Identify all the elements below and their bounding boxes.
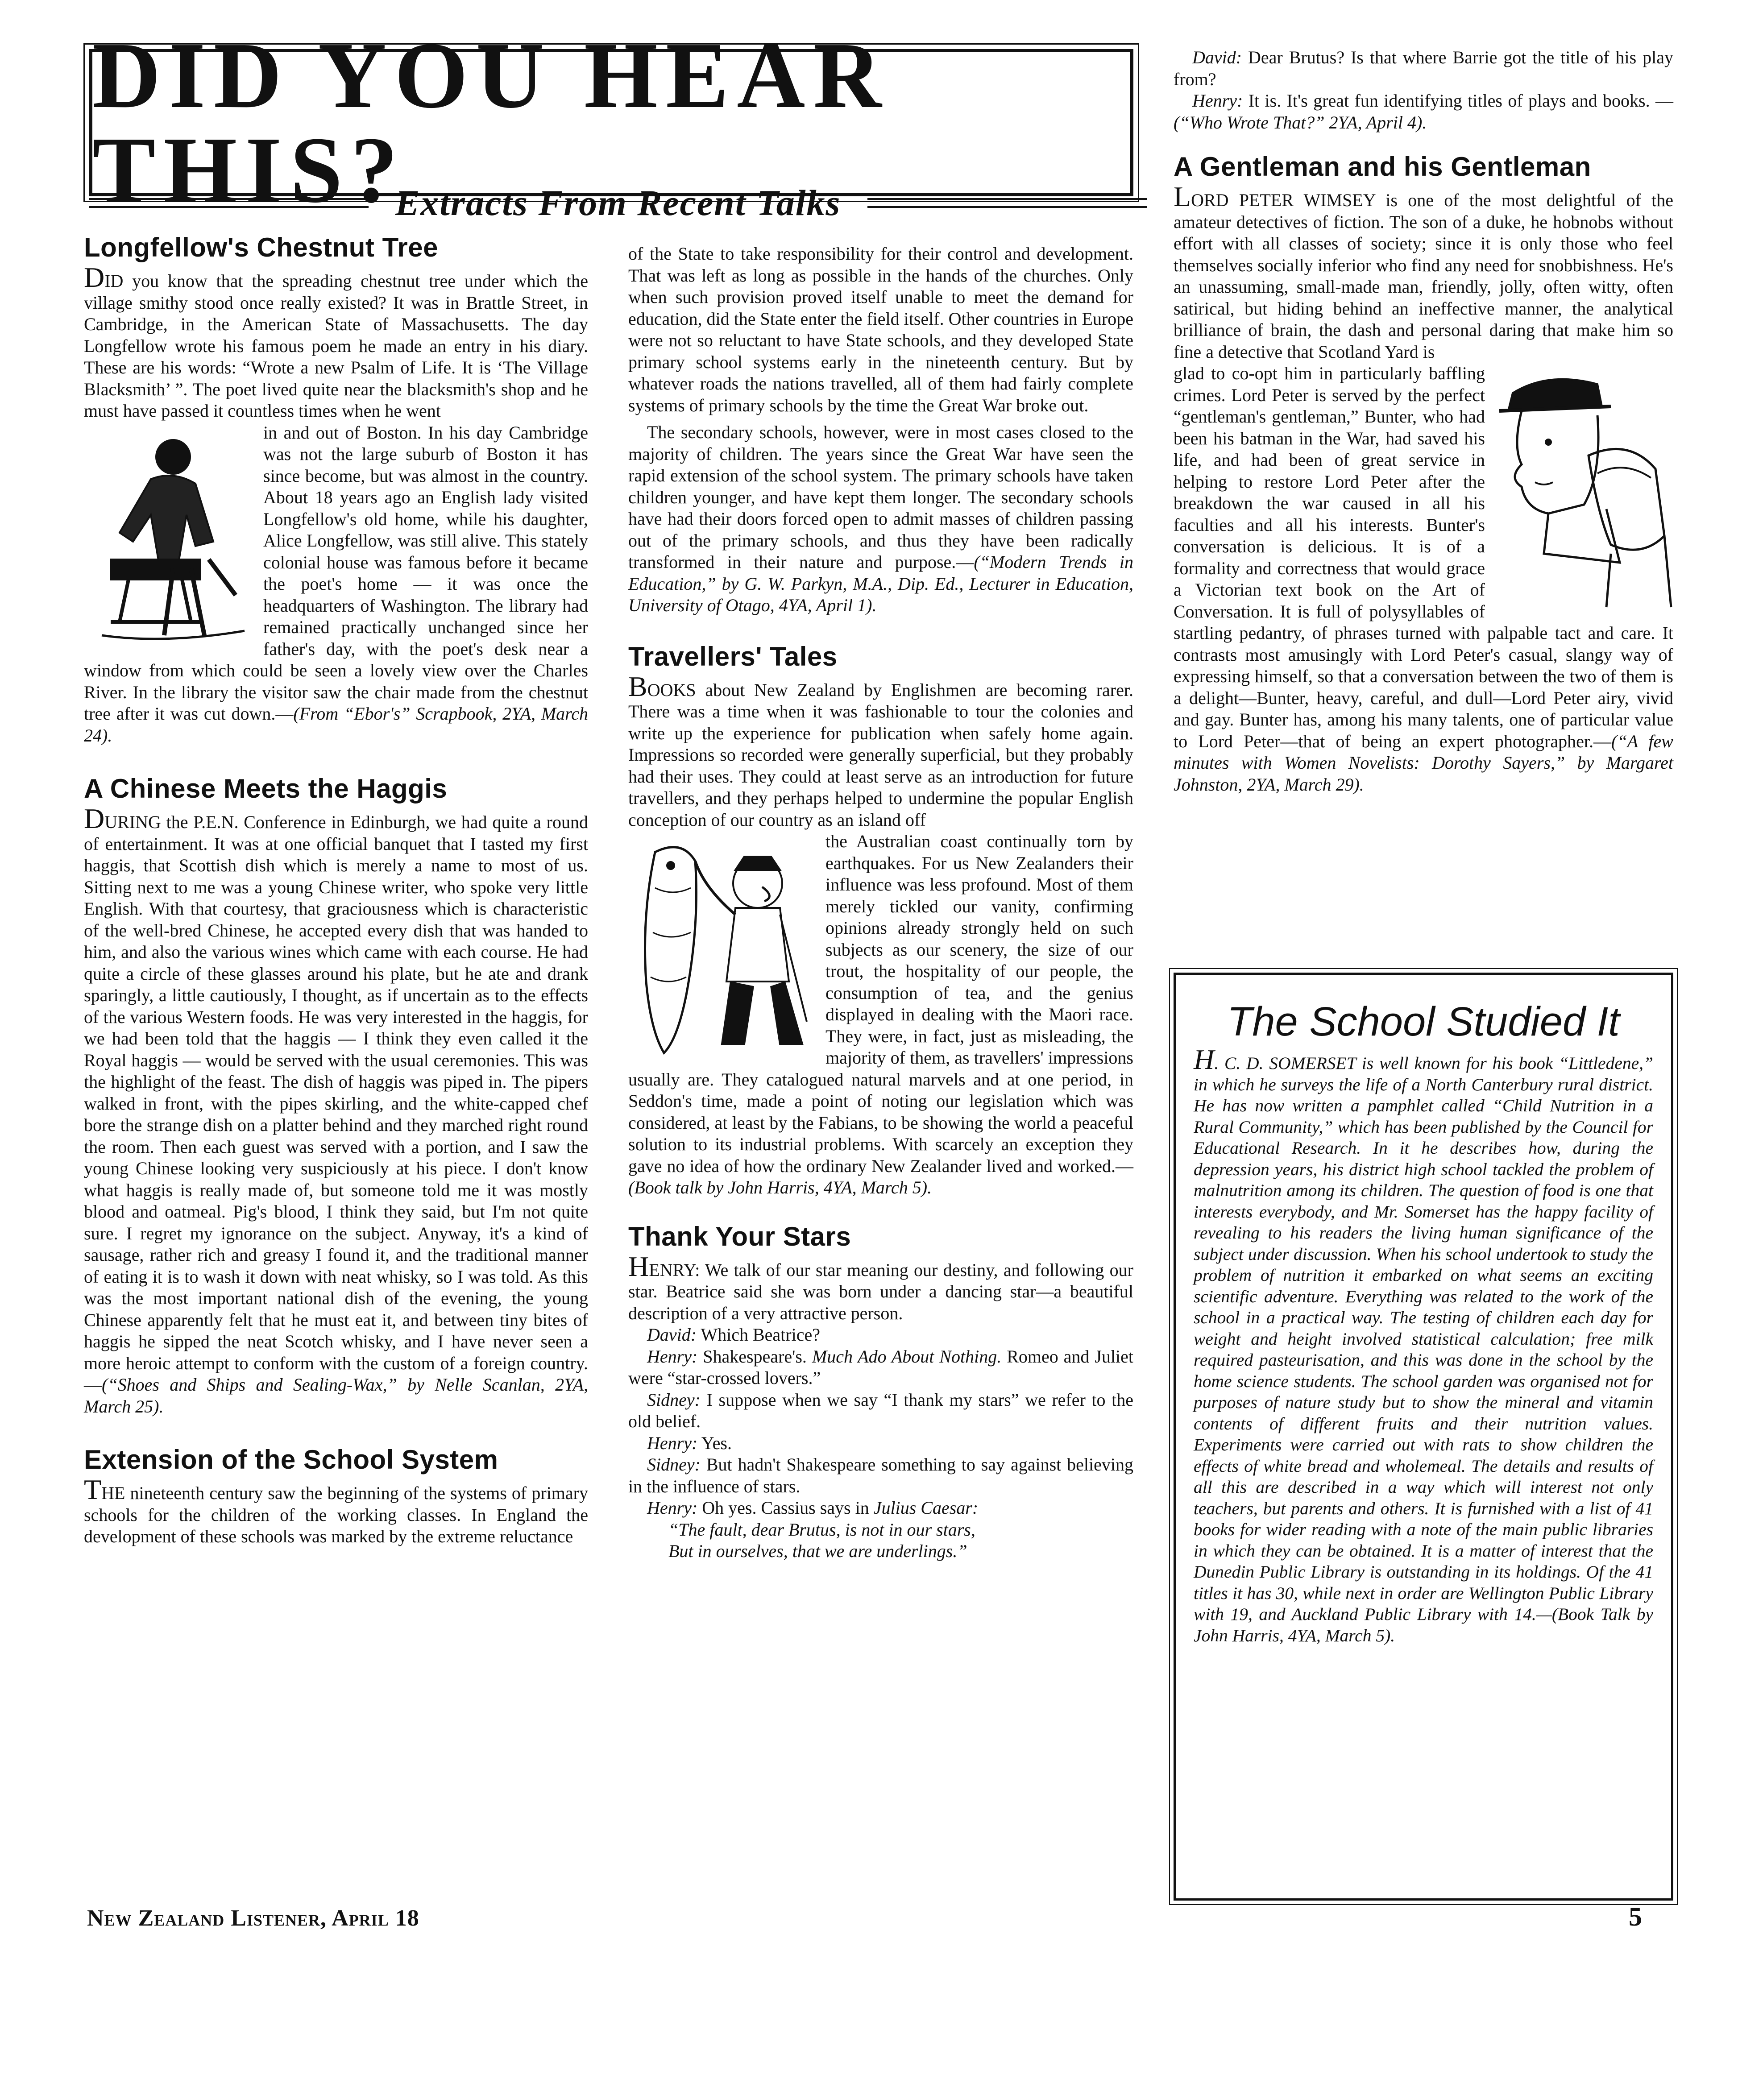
- dialogue-henry-1: Henry: Shakespeare's. Much Ado About Nothing. Romeo and Juliet were “star-crossed lovers.”: [628, 1346, 1134, 1388]
- dropcap: H: [628, 1250, 649, 1282]
- heading-haggis: A Chinese Meets the Haggis: [84, 774, 448, 804]
- article-gentleman-top: LORD PETER WIMSEY is one of the most delightful of the amateur detectives of fiction. The son of a duke, he hobnobs without effort with all classes of society; since it is only those who feel themselves socially inferior who find any need for snobbishness. He's an unassuming, small-made man, friendly, jolly, often witty, often satirical, but hiding behind an ineffective manner, the analytical brilliance of brain, the dash and personal daring that make him so fine a detective that Scotland Yard is: [1174, 181, 1673, 362]
- heading-travellers: Travellers' Tales: [628, 641, 838, 671]
- article-travellers-wrap: the Australian coast continually torn by earthquakes. For us New Zealanders their influence was less profound. Most of them merely tickled our vanity, confirming opinions already strongly held on such subjects as our scenery, the size of our trout, the hospitality of our people, the consumption of tea, and the genius displayed in dealing with the Maori race. They were, in fact, just as misleading, the majority of them, as travellers' impressions usually are. They catalogued natural marvels and at one period, in Seddon's time, made a point of noting our legislation which was considered, at least by the Fabians, to be showing the world a peaceful solution to its industrial problems. With scarcely an exception they gave no idea of how the ordinary New Zealander lived and worked.—(Book talk by John Harris, 4YA, March 5).: [628, 831, 1133, 1197]
- dialogue-henry-cont: Henry: It is. It's great fun identifying titles of plays and books. — (“Who Wrote That?” 2YA, April 4).: [1174, 91, 1673, 133]
- subtitle-rule-left: [89, 198, 369, 208]
- box-body: H. C. D. SOMERSET is well known for his book “Littledene,” in which he surveys the life of a North Canterbury rural district. He has now written a pamphlet called “Child Nutrition in a Rural Community,” which has been published by the Council for Educational Research. In it he describes how, during the depression years, his district high school tackled the problem of malnutrition among its children. The question of food is one that interests everybody, and Mr. Somerset has the happy facility of revealing to his readers the living human significance of the subject under discussion. When his school undertook to study the problem of nutrition it embarked on what seems an exciting scientific adventure. Everything was related to the work of the school in a practical way. The testing of children each day for weight and height involved statistical calculation; free milk required pasteurisation, and this was done in the school by the home science students. The school garden was organised not for purposes of nature study but to show the mineral and vitamin contents of different fruits and their nutrition values. Experiments were carried out with rats to show children the effects of white bread and wholemeal. The details and results of all this are described in a way which will interest not only teachers, but parents and others. It is furnished with a list of 41 books for wider reading with a note of the main public libraries in which they can be obtained. It is a matter of interest that the Dunedin Public Library is outstanding in its holdings. Of the 41 titles it has 30, while next in order are Wellington Public Library with 19, and Auckland Public Library with 14.—(Book Talk by John Harris, 4YA, March 5).: [1194, 1044, 1653, 1645]
- dropcap: L: [1174, 181, 1191, 212]
- dropcap: D: [84, 261, 105, 293]
- article-longfellow-wrap: in and out of Boston. In his day Cambridge was not the large suburb of Boston it has since become, but was almost in the country. About 18 years ago an English lady visited Longfellow's old home, while his daughter, Alice Longfellow, was still alive. This stately colonial house was famous before it became the poet's home — it was once the headquarters of Washington. The library had remained practically unchanged since her father's day, with the poet's desk near a window from which could be seen a lovely view over the Charles River. In the library the visitor saw the chair made from the chestnut tree after it was cut down.—(From “Ebor's” Scrapbook, 2YA, March 24).: [84, 422, 589, 746]
- article-school-system: THE nineteenth century saw the beginning of the systems of primary schools for the children of the working classes. In England the development of these schools was marked by the extreme reluctance: [84, 1474, 588, 1546]
- article-haggis: DURING the P.E.N. Conference in Edinburgh, we had quite a round of entertainment. It was at one official banquet that I tasted my first haggis, that Scottish dish which is merely a name to most of us. Sitting next to me was a young Chinese writer, who spoke very little English. With that courtesy, that graciousness which is characteristic of the well-bred Chinese, he accepted every dish that was handed to him, and also the various wines which came with each course. He had quite a circle of these glasses around his plate, but he ate and drank sparingly, a little cautiously, I thought, as if uncertain as to the effects of the various Western foods. He was very interested in the haggis, for we had been told that the haggis — I think they even called it the Royal haggis — would be served with the usual ceremonies. This was the highlight of the feast. The dish of haggis was piped in. The pipers walked in front, with the pipes skirling, and the white-capped chef bore the strange dish on a platter behind and they marched right round the room. Then each guest was served with a portion, and I saw the young Chinese looking very suspiciously at his piece. I don't know what haggis is really made of, but someone told me it was mostly blood and oatmeal. Pig's blood, I think they said, but I'm not quite sure. I regret my ignorance on the subject. Anyway, it's a kind of sausage, rather rich and greasy I found it, and the traditional manner of eating it is to wash it down with neat whisky, so I was told. As this was the most important national dish of the evening, the young Chinese apparently felt that he must eat it, and between tiny bites of haggis he sipped the neat Scotch whisky, and I have never seen a more heroic attempt to conform with the custom of a foreign country.—(“Shoes and Ships and Sealing-Wax,” by Nelle Scanlan, 2YA, March 25).: [84, 803, 588, 1417]
- heading-longfellow: Longfellow's Chestnut Tree: [84, 232, 438, 262]
- dropcap: T: [84, 1474, 102, 1505]
- article-school-cont-p1: of the State to take responsibility for their control and development. That was left as long as possible in the hands of the churches. Only when such provision proved itself unable to meet the demand for education, did the State enter the field itself. Other countries in Europe were not so reluctant to have State schools, and they developed State primary school systems early in the nineteenth century. But by whatever roads the nations travelled, all of them had fairly complete systems of primary schools by the time the Great War broke out.: [628, 244, 1133, 415]
- dialogue-sidney-1: Sidney: I suppose when we say “I thank my stars” we refer to the old belief.: [628, 1389, 1134, 1431]
- column-2: [628, 243, 1133, 1562]
- dropcap: D: [84, 803, 105, 834]
- dialogue-henry-3: Henry: Oh yes. Cassius says in Julius Caesar:: [647, 1498, 979, 1518]
- heading-stars: Thank Your Stars: [628, 1221, 851, 1251]
- subtitle-rule-right: [867, 198, 1147, 208]
- heading-school-system: Extension of the School System: [84, 1445, 498, 1475]
- dropcap: H: [1194, 1044, 1215, 1075]
- column-1: [84, 232, 588, 1548]
- wimsey-bunter-illustration: [1495, 366, 1673, 616]
- article-longfellow-top: DID you know that the spreading chestnut tree under which the village smithy stood once really existed? It was in Brattle Street, in Cambridge, in the American State of Massachusetts. The day Longfellow wrote his famous poem he made an entry in his diary. These are his words: “Wrote a new Psalm of Life. It is ‘The Village Blacksmith’ ”. The poet lived quite near the blacksmith's shop and he must have passed it countless times when he went: [84, 261, 588, 421]
- page-number: 5: [1629, 1902, 1642, 1931]
- box-title: The School Studied It: [1227, 999, 1620, 1044]
- heading-gentleman: A Gentleman and his Gentleman: [1174, 152, 1591, 182]
- quote-line-2: But in ourselves, that we are underlings.”: [668, 1541, 967, 1561]
- dialogue-henry-2: Henry: Yes.: [647, 1433, 732, 1453]
- dialogue-sidney-2: Sidney: But hadn't Shakespeare something to say against believing in the influence of stars.: [628, 1454, 1134, 1496]
- column-3: [1174, 47, 1673, 795]
- page-subtitle: Extracts From Recent Talks: [395, 182, 841, 223]
- fisherman-illustration: [628, 834, 816, 1057]
- dropcap: B: [628, 670, 647, 702]
- article-stars-p1: HENRY: We talk of our star meaning our destiny, and following our star. Beatrice said she was born under a dancing star—a beautiful description of a very attractive person.: [628, 1250, 1133, 1323]
- dialogue-david-cont: David: Dear Brutus? Is that where Barrie got the title of his play from?: [1174, 47, 1673, 89]
- school-studied-box: [1174, 973, 1673, 1901]
- footer-publication: New Zealand Listener, April 18: [87, 1905, 419, 1931]
- article-gentleman-wrap: glad to co-opt him in particularly baffling crimes. Lord Peter is served by the perfect “gentleman's gentleman,” Bunter, who had been his batman in the War, had saved his life, and had been of great service in helping to restore Lord Peter after the breakdown the war caused in all his faculties and all his interests. Bunter's conversation is delicious. It is of a formality and correctness that would grace a Victorian text book on the Art of Conversation. It is full of polysyllables of startling pedantry, of phrases turned with palpable tact and care. It contrasts most amusingly with Lord Peter's casual, slangy way of expressing himself, so that a conversation between the two of them is a delight—Bunter, heavy, careful, and dull—Lord Peter airy, vivid and gay. Bunter has, among his many talents, one of particular value to Lord Peter—that of being an expert photographer.—(“A few minutes with Women Novelists: Dorothy Sayers,” by Margaret Johnston, 2YA, March 29).: [1174, 363, 1673, 795]
- blacksmith-illustration: [84, 426, 253, 649]
- article-school-cont-p2: The secondary schools, however, were in most cases closed to the majority of children. The years since the Great War have seen the rapid extension of the school system. The primary schools have taken children younger, and have kept them longer. The secondary schools have had their doors forced open to admit masses of children passing out of the primary schools, and thus they have been radically transformed in their nature and purpose.—(“Modern Trends in Education,” by G. W. Parkyn, M.A., Dip. Ed., Lecturer in Education, University of Otago, 4YA, April 1).: [628, 422, 1133, 615]
- page-title: DID YOU HEAR THIS?: [92, 23, 890, 222]
- dialogue-david: David: Which Beatrice?: [647, 1325, 820, 1345]
- quote-line-1: “The fault, dear Brutus, is not in our stars,: [668, 1519, 975, 1540]
- subtitle-row: [89, 176, 1147, 230]
- article-travellers-top: BOOKS about New Zealand by Englishmen are becoming rarer. There was a time when it was fashionable to tour the colonies and write up the experience for publication when safely home again. Impressions so recorded were generally superficial, but they probably had their uses. They could at least serve as an introduction for future travellers, and they perhaps helped to undermine the popular English conception of our country as an island off: [628, 670, 1133, 830]
